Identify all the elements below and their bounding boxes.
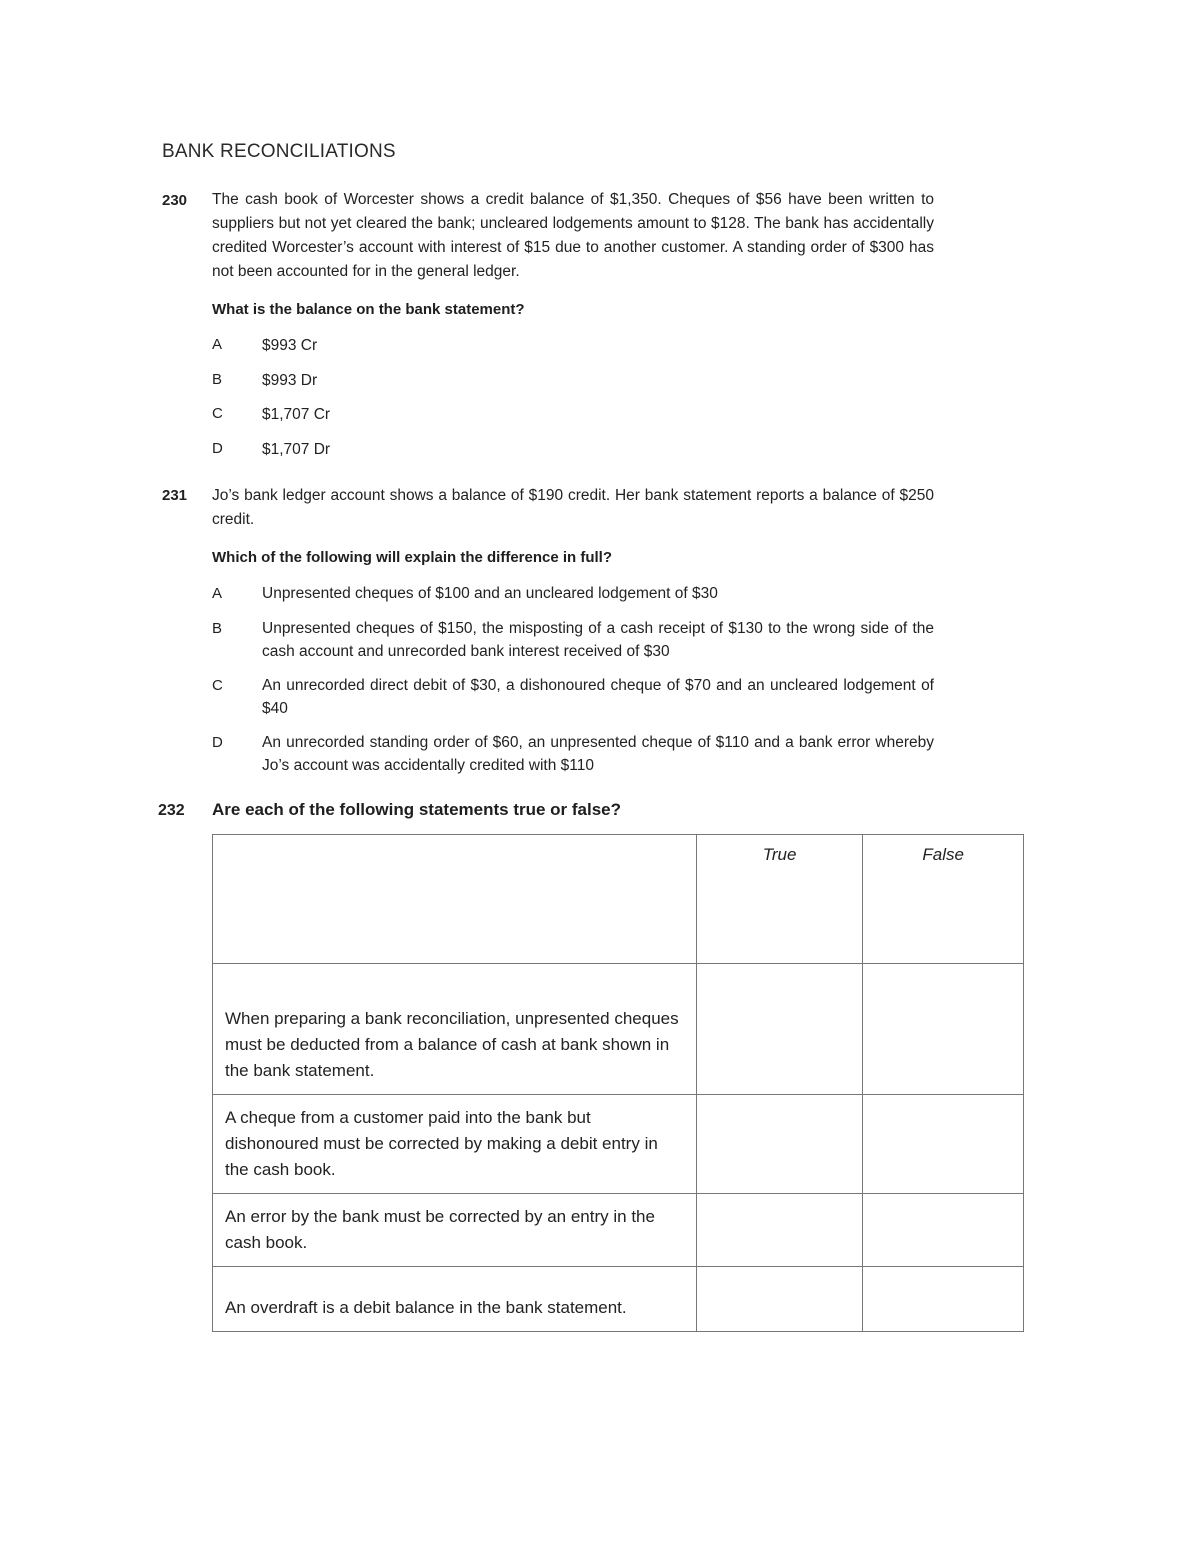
table-header-row [213,835,1024,964]
option-letter: A [212,585,223,602]
question-prompt-230: What is the balance on the bank statement? [212,301,525,318]
option-text: Unpresented cheques of $150, the misposting of a cash receipt of $130 to the wrong side of the cash account and unrecorded bank interest received of $30 [262,620,934,660]
statement-cell: A cheque from a customer paid into the bank but dishonoured must be corrected by making a debit entry in the cash book. [213,1095,697,1194]
true-false-table [212,834,1024,1332]
option-text: Unpresented cheques of $100 and an uncleared lodgement of $30 [262,585,718,602]
header-false: False [863,835,1024,964]
option-letter: D [212,734,223,751]
option-letter: B [212,620,223,637]
question-number-231: 231 [162,487,188,504]
question-number-230: 230 [162,192,188,209]
true-answer-cell[interactable] [696,964,863,1095]
table-row [213,1095,1024,1194]
question-prompt-231: Which of the following will explain the difference in full? [212,549,613,566]
option-letter: D [212,440,223,457]
option-text: $993 Cr [262,337,318,354]
option-text: $993 Dr [262,372,318,389]
header-true: True [696,835,863,964]
option-letter: C [212,677,223,694]
false-answer-cell[interactable] [863,964,1024,1095]
statement-cell: An error by the bank must be corrected by an entry in the cash book. [213,1194,697,1267]
header-statement [213,835,697,964]
true-answer-cell[interactable] [696,1095,863,1194]
question-text-230: The cash book of Worcester shows a credit balance of $1,350. Cheques of $56 have been written to suppliers but not yet cleared the bank; uncleared lodgements amount to $128. The bank has accidentally credited Worcester’s account with interest of $15 due to another customer. A standing order of $300 has not been accounted for in the general ledger. [212,191,934,280]
option-text: $1,707 Dr [262,441,331,458]
option-text: An unrecorded standing order of $60, an unpresented cheque of $110 and a bank error whereby Jo’s account was accidentally credited with $110 [262,734,934,774]
false-answer-cell[interactable] [863,1267,1024,1332]
false-answer-cell[interactable] [863,1194,1024,1267]
option-letter: A [212,336,223,353]
table-row [213,1267,1024,1332]
question-text-231: Jo’s bank ledger account shows a balance of $190 credit. Her bank statement reports a balance of $250 credit. [212,487,934,528]
option-text: An unrecorded direct debit of $30, a dishonoured cheque of $70 and an uncleared lodgement of $40 [262,677,934,717]
true-answer-cell[interactable] [696,1267,863,1332]
true-answer-cell[interactable] [696,1194,863,1267]
statement-cell: When preparing a bank reconciliation, unpresented cheques must be deducted from a balance of cash at bank shown in the bank statement. [213,964,697,1095]
table-row [213,1194,1024,1267]
statement-cell: An overdraft is a debit balance in the bank statement. [213,1267,697,1332]
question-prompt-232: Are each of the following statements true or false? [212,800,622,819]
page-title: BANK RECONCILIATIONS [162,141,396,162]
false-answer-cell[interactable] [863,1095,1024,1194]
option-letter: C [212,405,223,422]
option-letter: B [212,371,223,388]
question-number-232: 232 [158,802,185,819]
option-text: $1,707 Cr [262,406,331,423]
table-row [213,964,1024,1095]
